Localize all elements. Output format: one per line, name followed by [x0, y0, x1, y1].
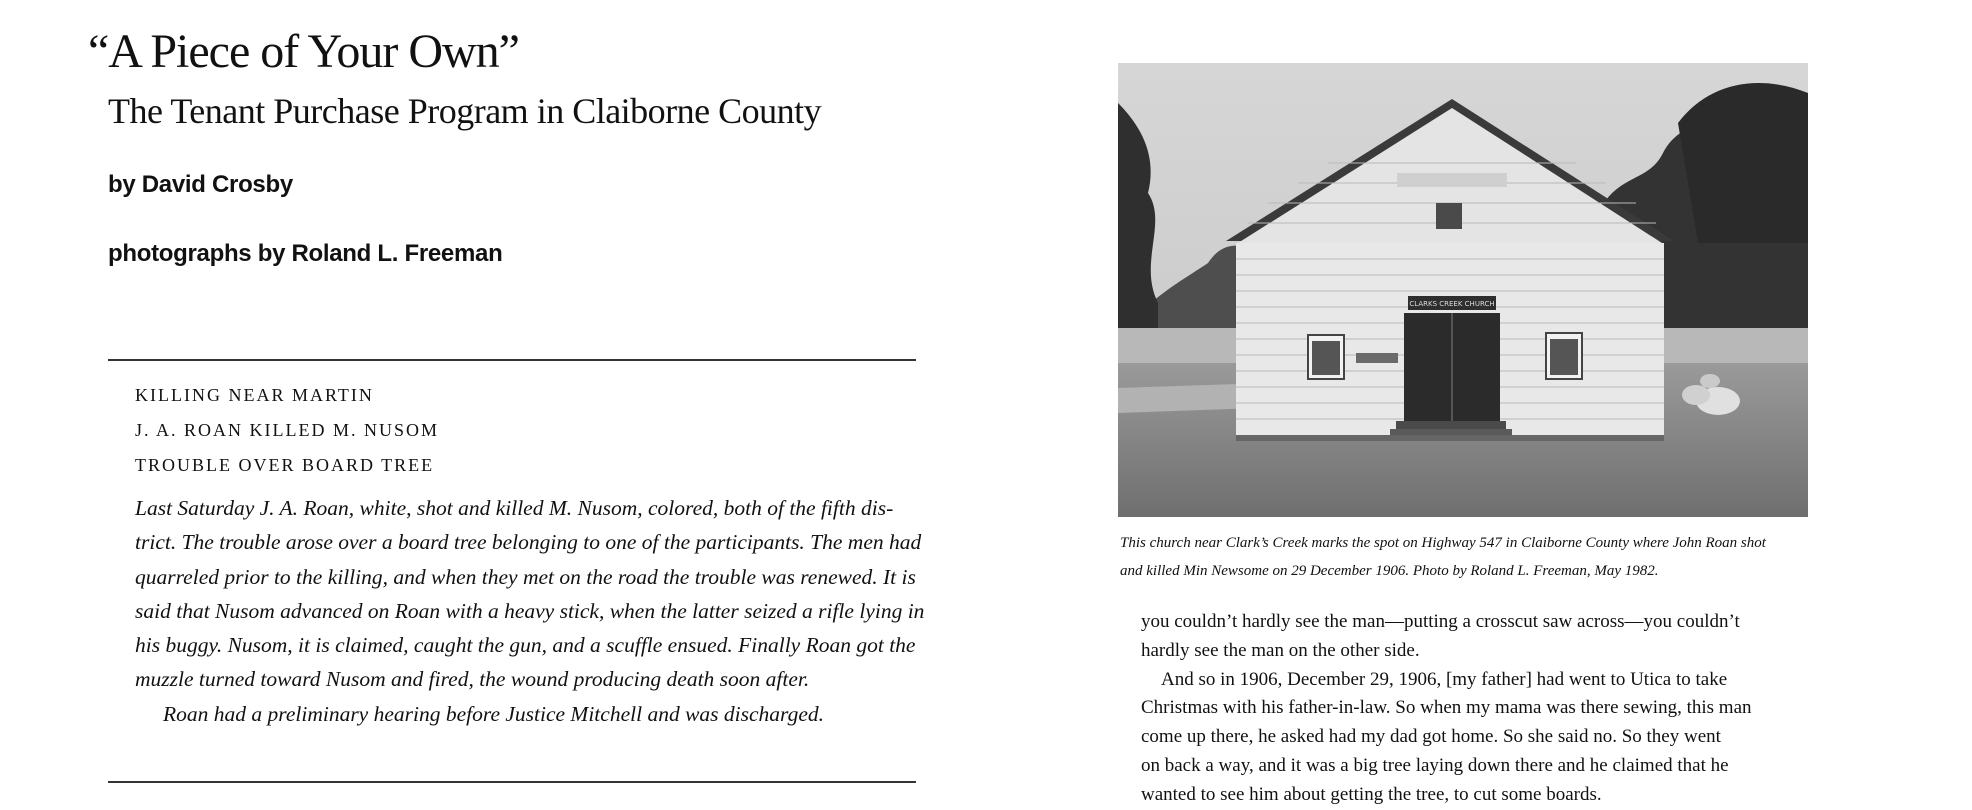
article-subtitle: The Tenant Purchase Program in Claiborne County	[108, 91, 822, 131]
newspaper-clipping	[135, 378, 925, 731]
photographer-byline: photographs by Roland L. Freeman	[108, 240, 503, 267]
body-line: hardly see the man on the other side.	[1141, 639, 1420, 661]
bottom-rule	[108, 781, 916, 783]
clipping-headline: J. A. ROAN KILLED M. NUSOM	[135, 420, 440, 440]
clipping-line: quarreled prior to the killing, and when they met on the road the trouble was renewed. It is	[135, 564, 916, 589]
clipping-line: said that Nusom advanced on Roan with a heavy stick, when the latter seized a rifle lying in	[135, 598, 925, 623]
author-byline: by David Crosby	[108, 171, 293, 198]
body-line: on back a way, and it was a big tree laying down there and he claimed that he	[1141, 754, 1729, 776]
caption-line: and killed Min Newsome on 29 December 1906. Photo by Roland L. Freeman, May 1982.	[1120, 563, 1659, 579]
body-line: come up there, he asked had my dad got home. So she said no. So they went	[1141, 726, 1721, 748]
photo-caption	[1120, 529, 1820, 585]
article-title: “A Piece of Your Own”	[88, 25, 519, 78]
clipping-headline: KILLING NEAR MARTIN	[135, 385, 374, 405]
church-photograph	[1118, 63, 1808, 517]
body-line: you couldn’t hardly see the man—putting a crosscut saw across—you couldn’t	[1141, 611, 1740, 632]
clipping-line: Roan had a preliminary hearing before Justice Mitchell and was discharged.	[163, 701, 825, 726]
clipping-line: his buggy. Nusom, it is claimed, caught the gun, and a scuffle ensued. Finally Roan got the	[135, 633, 916, 658]
body-line: And so in 1906, December 29, 1906, [my father] had went to Utica to take	[1161, 668, 1728, 690]
body-text	[1141, 608, 1821, 810]
top-rule	[108, 359, 916, 361]
clipping-line: Last Saturday J. A. Roan, white, shot and killed M. Nusom, colored, both of the fifth dis-	[135, 496, 894, 520]
clipping-line: muzzle turned toward Nusom and fired, the wound producing death soon after.	[135, 667, 810, 692]
body-line: wanted to see him about getting the tree, to cut some boards.	[1141, 783, 1602, 805]
body-line: Christmas with his father-in-law. So when my mama was there sewing, this man	[1141, 697, 1752, 719]
clipping-line: trict. The trouble arose over a board tree belonging to one of the participants. The men had	[135, 530, 922, 555]
clipping-headline: TROUBLE OVER BOARD TREE	[135, 455, 435, 475]
church-sign: CLARKS CREEK CHURCH	[1409, 300, 1495, 308]
caption-line: This church near Clark’s Creek marks the spot on Highway 547 in Claiborne County where John Roan shot	[1120, 535, 1766, 551]
clipping-body	[135, 491, 925, 731]
